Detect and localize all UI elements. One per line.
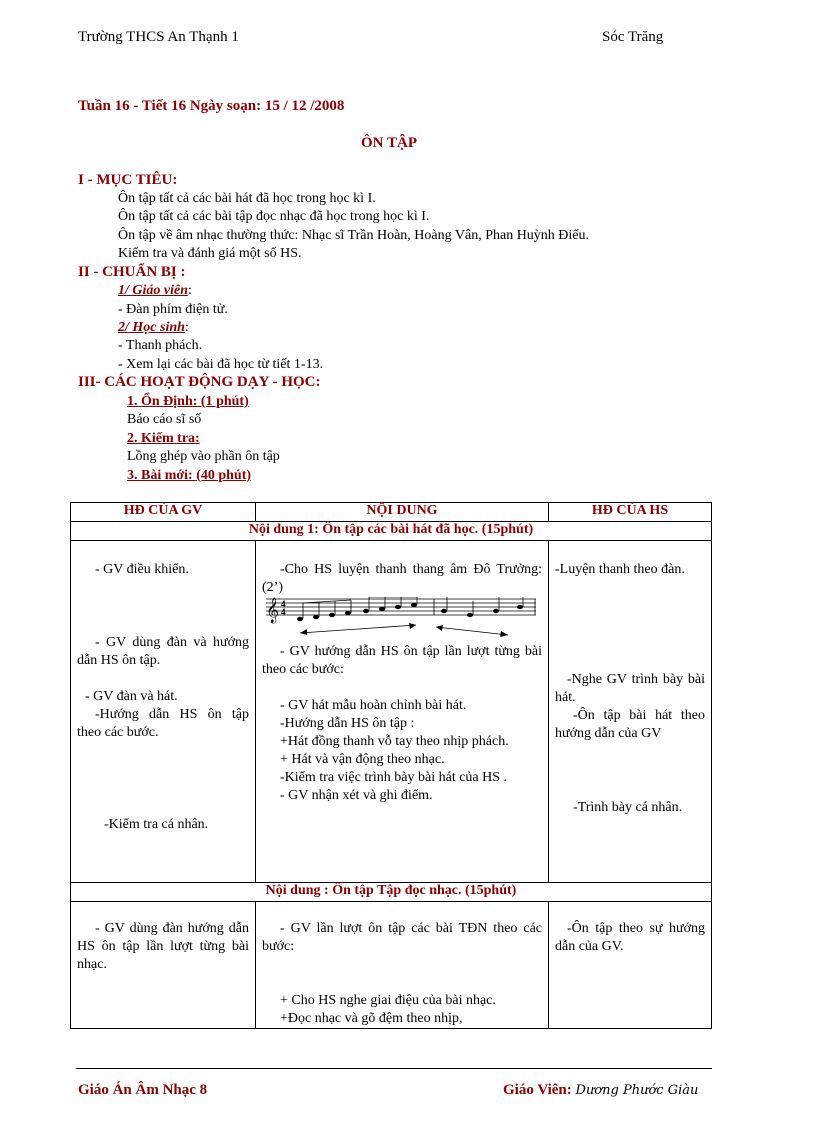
content-item: +Đọc nhạc và gõ đệm theo nhịp, [280,1011,463,1026]
objective-item: Kiểm tra và đánh giá một số HS. [118,246,302,261]
content-item: + Hát và vận động theo nhạc. [280,752,445,767]
col-header-gv: HĐ CỦA GV [71,503,256,522]
content-item: + Cho HS nghe giai điệu của bài nhạc. [280,993,496,1008]
gv-item: - GV điều khiển. [95,562,189,577]
footer-divider [76,1068,712,1069]
step1-text: Báo cáo sĩ số [127,412,202,427]
gv-item: -Kiểm tra cá nhân. [104,817,209,832]
objective-item: Ôn tập về âm nhạc thường thức: Nhạc sĩ Trần Hoàn, Hoàng Vân, Phan Huỳnh Điểu. [118,228,590,243]
school-name: Trường THCS An Thạnh 1 [78,29,239,45]
gv-item: -Hướng dẫn HS ôn tập theo các bước. [77,707,249,740]
part2-gv-cell [71,902,256,1029]
music-staff-icon [266,597,536,639]
content-item: - GV lần lượt ôn tập các bài TĐN theo các bước: [262,921,542,954]
content-item: - GV hướng dẫn HS ôn tập lần lượt từng bài theo các bước: [262,644,542,677]
hs-item: -Trình bày cá nhân. [573,800,683,815]
lesson-meta: Tuần 16 - Tiết 16 Ngày soạn: 15 / 12 /2008 [78,98,345,114]
content-item: -Kiểm tra việc trình bày bài hát của HS . [280,770,508,785]
step2-text: Lồng ghép vào phần ôn tập [127,449,280,464]
gv-item: - GV dùng đàn và hướng dẫn HS ôn tập. [77,635,249,668]
province-name: Sóc Trăng [602,29,664,45]
step2-label: 2. Kiểm tra: [127,431,200,446]
objective-item: Ôn tập tất cả các bài tập đọc nhạc đã học trong học kì I. [118,209,430,224]
gv-item: - GV đàn và hát. [85,689,178,704]
objective-item: Ôn tập tất cả các bài hát đã học trong học kì I. [118,191,376,206]
footer-left: Giáo Án Âm Nhạc 8 [78,1082,208,1098]
part1-gv-cell [71,541,256,883]
page-title: ÔN TẬP [361,135,417,151]
step3-label: 3. Bài mới: (40 phút) [127,468,252,483]
student-item: - Xem lại các bài đã học từ tiết 1-13. [118,357,324,372]
svg-text:𝄞: 𝄞 [266,598,280,623]
lesson-table [70,502,712,1029]
section1-heading: I - MỤC TIÊU: [78,172,178,188]
part2-hs-cell [549,902,712,1029]
section3-heading: III- CÁC HOẠT ĐỘNG DẠY - HỌC: [78,374,321,390]
content-item: -Cho HS luyện thanh thang âm Đô Trưởng: (2’) [262,562,542,595]
student-label-row: 2/ Học sinh: [118,320,189,335]
teacher-signature: Dương Phước Giàu [575,1083,699,1098]
footer-teacher-label: Giáo Viên: [503,1082,572,1098]
content-item: - GV hát mẫu hoàn chỉnh bài hát. [280,698,467,713]
hs-item: -Nghe GV trình bày bài hát. [555,672,705,705]
part1-hs-cell [549,541,712,883]
part2-content-cell [256,902,549,1029]
part1-title: Nội dung 1: Ôn tập các bài hát đã học. (15phút) [71,522,712,541]
footer-right [503,1082,698,1099]
part2-title: Nội dung : Ôn tập Tập đọc nhạc. (15phút) [71,883,712,902]
col-header-hs: HĐ CỦA HS [549,503,712,522]
part1-content-cell [256,541,549,883]
content-item: -Hướng dẫn HS ôn tập : [280,716,415,731]
svg-text:4: 4 [281,599,286,609]
student-label: 2/ Học sinh [118,320,185,335]
section2-heading: II - CHUẨN BỊ : [78,264,186,280]
student-item: - Thanh phách. [118,338,203,353]
teacher-label: 1/ Giáo viên [118,283,188,298]
hs-item: -Luyện thanh theo đàn. [555,562,685,577]
content-item: +Hát đồng thanh vỗ tay theo nhịp phách. [280,734,509,749]
teacher-item: - Đàn phím điện tử. [118,302,228,317]
step1-label: 1. Ổn Định: (1 phút) [127,394,249,409]
hs-item: -Ôn tập theo sự hướng dẫn của GV. [555,921,705,954]
content-item: - GV nhận xét và ghi điểm. [280,788,433,803]
hs-item: -Ôn tập bài hát theo hướng dẫn của GV [555,708,705,741]
teacher-label-row: 1/ Giáo viên: [118,283,192,298]
gv-item: - GV dùng đàn hướng dẫn HS ôn tập lần lượt từng bài nhạc. [77,921,249,972]
svg-text:4: 4 [281,607,286,617]
col-header-content: NỘI DUNG [256,503,549,522]
